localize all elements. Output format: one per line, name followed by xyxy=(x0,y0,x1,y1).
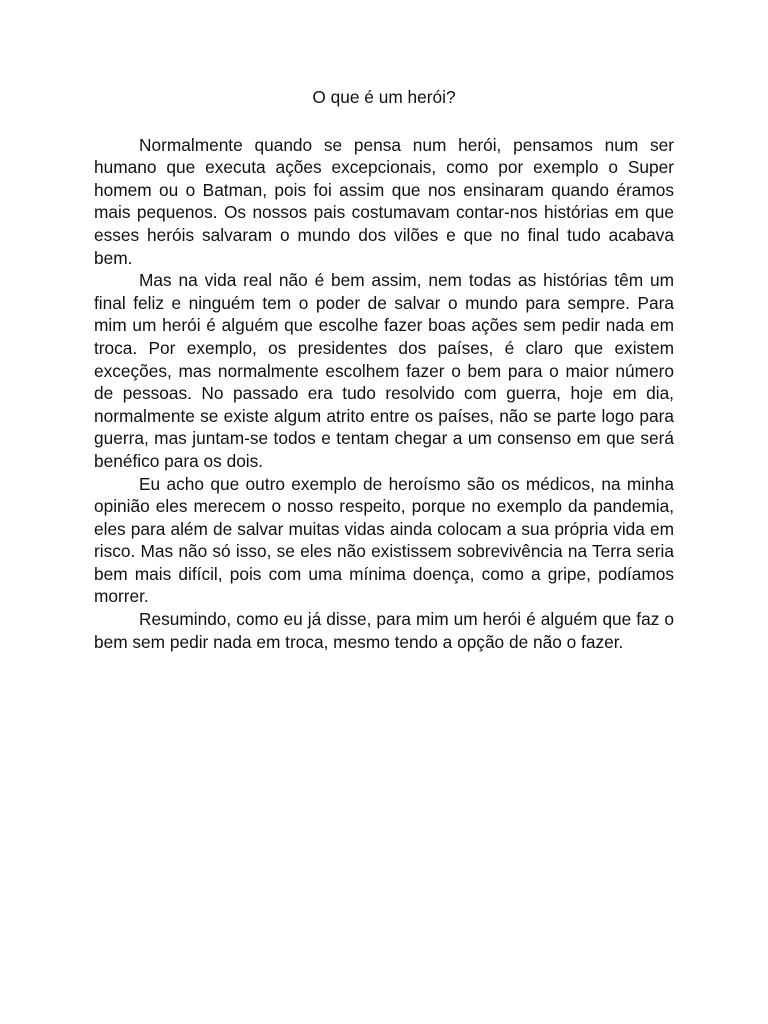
document-title: O que é um herói? xyxy=(312,87,456,107)
paragraph-2: Mas na vida real não é bem assim, nem todas as histórias têm um final feliz e ninguém tem o poder de salvar o mundo para sempre. Para mim um herói é alguém que escolhe fazer boas ações sem pedir nada em troca. Por exemplo, os presidentes dos países, é claro que existem exceções, mas normalmente escolhem fazer o bem para o maior número de pessoas. No passado era tudo resolvido com guerra, hoje em dia, normalmente se existe algum atrito entre os países, não se parte logo para guerra, mas juntam-se todos e tentam chegar a um consenso em que será benéfico para os dois. xyxy=(94,270,674,471)
paragraph-3: Eu acho que outro exemplo de heroísmo são os médicos, na minha opinião eles merecem o nosso respeito, porque no exemplo da pandemia, eles para além de salvar muitas vidas ainda colocam a sua própria vida em risco. Mas não só isso, se eles não existissem sobrevivência na Terra seria bem mais difícil, pois com uma mínima doença, como a gripe, podíamos morrer. xyxy=(94,473,674,607)
paragraph-1: Normalmente quando se pensa num herói, pensamos num ser humano que executa ações excepcionais, como por exemplo o Super homem ou o Batman, pois foi assim que nos ensinaram quando éramos mais pequenos. Os nossos pais costumavam contar-nos histórias em que esses heróis salvaram o mundo dos vilões e que no final tudo acabava bem. xyxy=(94,134,674,268)
paragraph-4: Resumindo, como eu já disse, para mim um herói é alguém que faz o bem sem pedir nada em troca, mesmo tendo a opção de não o fazer. xyxy=(94,609,674,652)
